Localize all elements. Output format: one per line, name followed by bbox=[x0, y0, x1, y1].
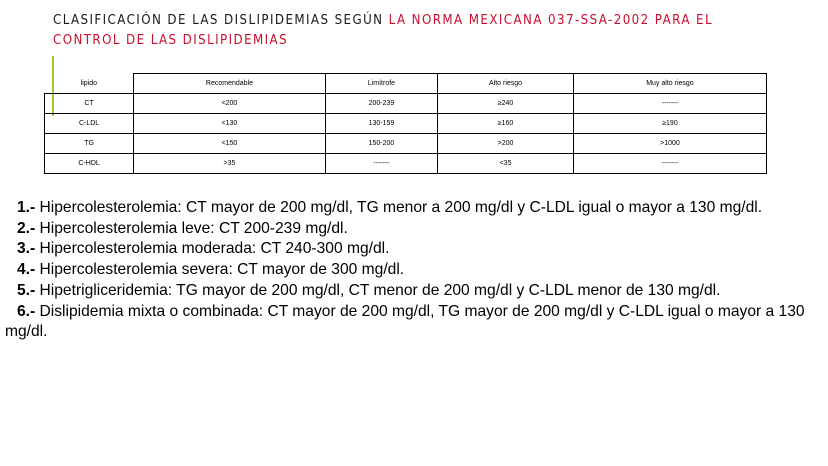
list-item bbox=[5, 239, 815, 260]
table-cell: ------- bbox=[573, 154, 766, 174]
title-part-black: CLASIFICACIÓN DE LAS DISLIPIDEMIAS SEGÚN bbox=[53, 12, 389, 28]
table-cell: C-HDL bbox=[45, 154, 134, 174]
list-item-number: 6.- bbox=[17, 302, 36, 320]
header-cell: Alto riesgo bbox=[438, 74, 574, 94]
list-item bbox=[5, 198, 815, 219]
list-item-text: Hipercolesterolemia moderada: CT 240-300 mg/dl. bbox=[35, 240, 390, 258]
table-header-row bbox=[45, 74, 767, 94]
table-cell: <35 bbox=[438, 154, 574, 174]
table-cell: CT bbox=[45, 94, 134, 114]
table-cell: ≥160 bbox=[438, 114, 574, 134]
table-cell: ------- bbox=[325, 154, 437, 174]
list-item bbox=[5, 219, 815, 240]
header-cell: Limítrofe bbox=[325, 74, 437, 94]
table-cell: ------- bbox=[573, 94, 766, 114]
title-part-red: LA NORMA MEXICANA 037-SSA-2002 PARA EL CONTROL DE LAS DISLIPIDEMIAS bbox=[53, 12, 713, 48]
list-item-text: Hipercolesterolemia severa: CT mayor de 300 mg/dl. bbox=[35, 261, 405, 279]
table-cell: TG bbox=[45, 134, 134, 154]
list-item bbox=[5, 302, 815, 343]
list-item-number: 3.- bbox=[17, 240, 36, 258]
table-cell: <130 bbox=[134, 114, 326, 134]
table-cell: <200 bbox=[134, 94, 326, 114]
table-cell: >35 bbox=[134, 154, 326, 174]
table-cell: C-LDL bbox=[45, 114, 134, 134]
lipid-classification-table bbox=[44, 73, 767, 174]
table-row bbox=[45, 154, 767, 174]
header-cell: lipido bbox=[45, 74, 134, 94]
table-cell: <150 bbox=[134, 134, 326, 154]
classification-list bbox=[5, 198, 815, 343]
header-cell: Recomendable bbox=[134, 74, 326, 94]
table-row bbox=[45, 114, 767, 134]
table-row bbox=[45, 134, 767, 154]
list-item-text: Hipetrigliceridemia: TG mayor de 200 mg/dl, CT menor de 200 mg/dl y C-LDL menor de 130 mg/dl. bbox=[35, 281, 721, 299]
table-cell: ≥240 bbox=[438, 94, 574, 114]
slide-title bbox=[53, 10, 731, 50]
table-cell: >200 bbox=[438, 134, 574, 154]
header-cell: Muy alto riesgo bbox=[573, 74, 766, 94]
list-item-number: 2.- bbox=[17, 219, 36, 237]
table-cell: 150-200 bbox=[325, 134, 437, 154]
list-item-number: 4.- bbox=[17, 261, 36, 279]
table-cell: ≥190 bbox=[573, 114, 766, 134]
table-row bbox=[45, 94, 767, 114]
list-item-number: 1.- bbox=[17, 199, 36, 216]
list-item bbox=[5, 281, 815, 302]
table-cell: >1000 bbox=[573, 134, 766, 154]
list-item bbox=[5, 260, 815, 281]
table-cell: 130-159 bbox=[325, 114, 437, 134]
list-item-text: Dislipidemia mixta o combinada: CT mayor de 200 mg/dl, TG mayor de 200 mg/dl y C-LDL igual o mayor a 130 mg/dl. bbox=[5, 302, 805, 341]
table-cell: 200-239 bbox=[325, 94, 437, 114]
list-item-number: 5.- bbox=[17, 281, 36, 299]
list-item-text: Hipercolesterolemia leve: CT 200-239 mg/dl. bbox=[35, 219, 348, 237]
list-item-text: Hipercolesterolemia: CT mayor de 200 mg/dl, TG menor a 200 mg/dl y C-LDL igual o mayor a 130 mg/dl. bbox=[35, 199, 763, 216]
